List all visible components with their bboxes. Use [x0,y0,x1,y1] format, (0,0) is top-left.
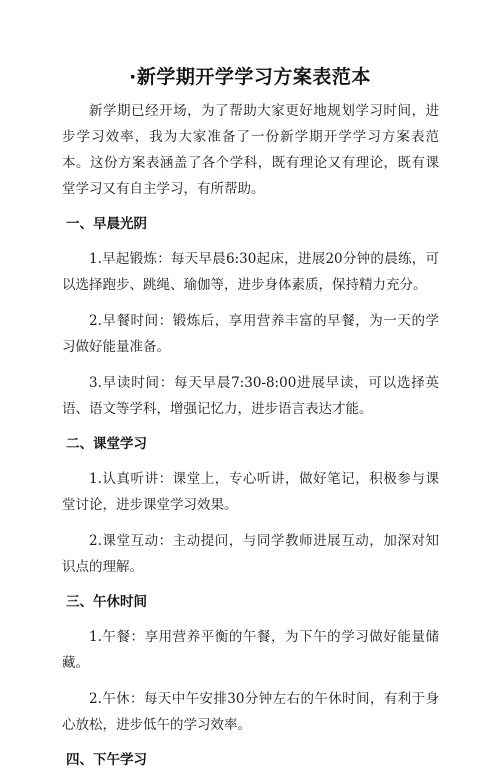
section-heading-noon: 三、午休时间 [66,594,148,610]
morning-item-reading: 3.早读时间：每天早晨7:30-8:00进展早读，可以选择英语、语文等学科，增强记忆力，进步语言表达才能。 [62,375,439,417]
noon-item-nap: 2.午休：每天中午安排30分钟左右的午休时间，有利于身心放松，进步低午的学习效率。 [62,691,439,733]
classroom-item-interact: 2.课堂互动：主动提问，与同学教师进展互动，加深对知识点的理解。 [62,533,439,575]
morning-item-exercise: 1.早起锻炼：每天早晨6:30起床，进展20分钟的晨练，可以选择跑步、跳绳、瑜伽等，进步身体素质，保持精力充分。 [62,251,439,293]
document-title: ·新学期开学学习方案表范本 [129,66,371,88]
document-body [62,98,439,782]
intro-paragraph: 新学期已经开场，为了帮助大家更好地规划学习时间，进步学习效率，我为大家准备了一份新学期开学学习方案表范本。这份方案表涵盖了各个学科，既有理论又有理论，既有课堂学习又有自主学习，有所帮助。 [62,103,439,197]
section-heading-classroom: 二、课堂学习 [66,436,148,452]
section-heading-morning: 一、早晨光阴 [66,216,148,232]
noon-item-lunch: 1.午餐：享用营养平衡的午餐，为下午的学习做好能量储藏。 [62,629,439,671]
section-heading-afternoon: 四、下午学习 [66,752,148,768]
classroom-item-listen: 1.认真听讲：课堂上，专心听讲，做好笔记，积极参与课堂讨论，进步课堂学习效果。 [62,471,439,513]
morning-item-breakfast: 2.早餐时间：锻炼后，享用营养丰富的早餐，为一天的学习做好能量准备。 [62,313,439,355]
